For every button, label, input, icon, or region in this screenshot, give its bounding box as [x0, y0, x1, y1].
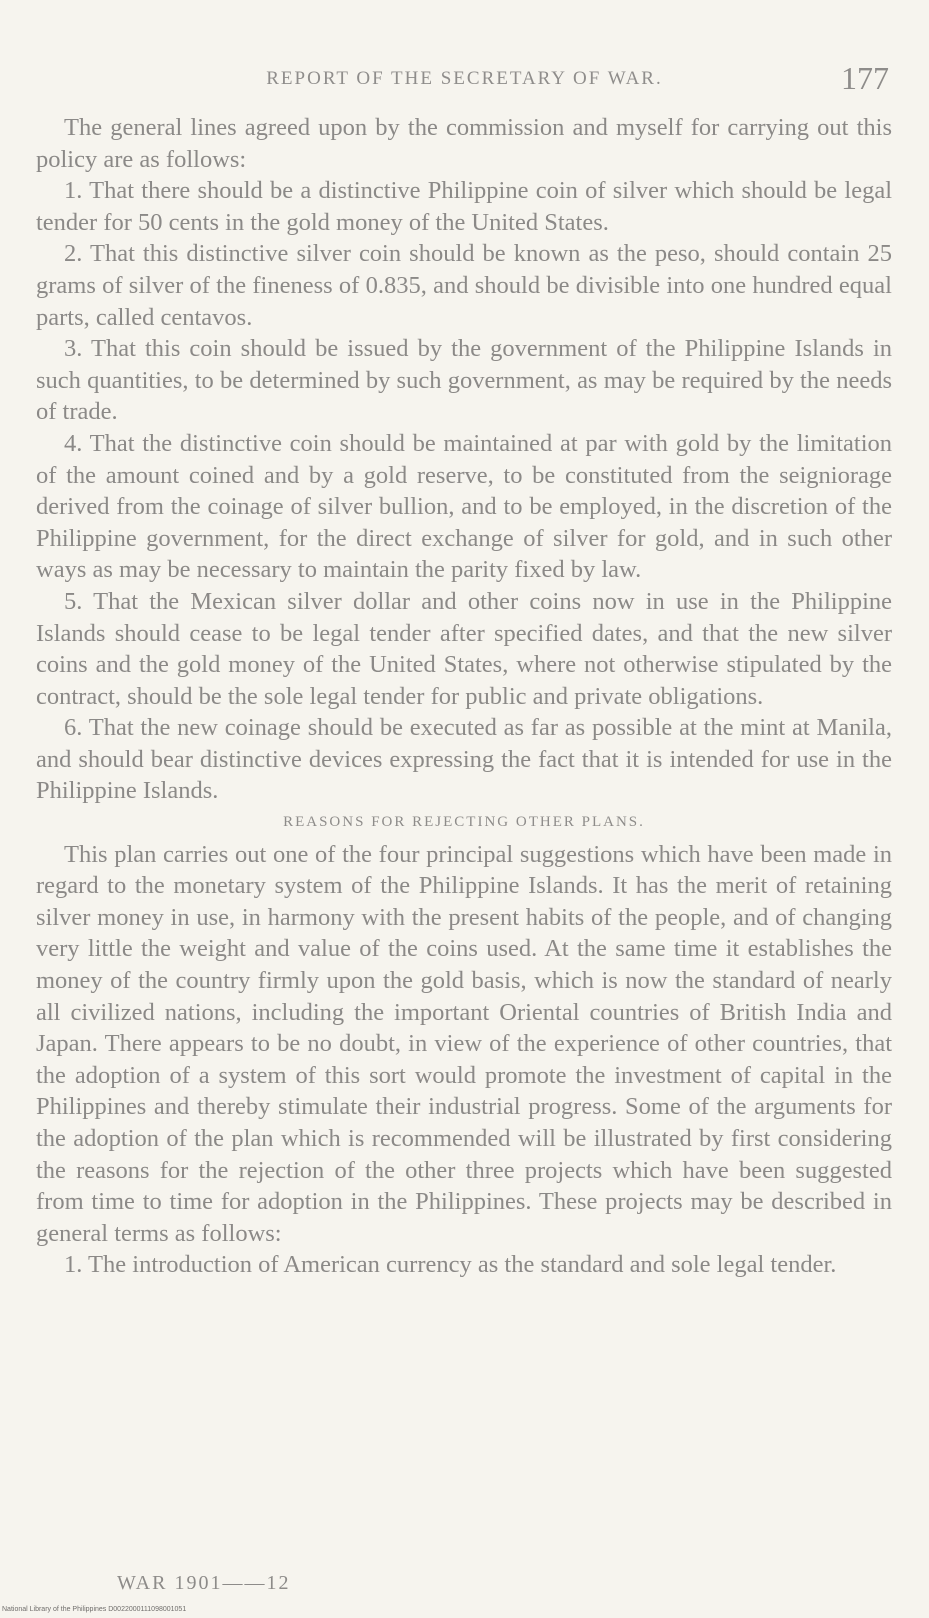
body-text — [36, 112, 892, 1281]
list-item: 2. That this distinctive silver coin should be known as the peso, should contain 25 grams of silver of the fineness of 0.835, and should be divisible into one hundred equal parts, called centavos. — [36, 240, 892, 331]
list-item: 1. That there should be a distinctive Philippine coin of silver which should be legal tender for 50 cents in the gold money of the United States. — [36, 177, 892, 236]
list-item: 4. That the distinctive coin should be maintained at par with gold by the limitation of the amount coined and by a gold reserve, to be constituted from the seigniorage derived from the coinage of silver bullion, and to be employed, in the discretion of the Philippine government, for the direct exchange of silver for gold, and in such other ways as may be necessary to maintain the parity fixed by law. — [36, 429, 892, 584]
list-item: 6. That the new coinage should be executed as far as possible at the mint at Manila, and should bear distinctive devices expressing the fact that it is intended for use in the Philippine Islands. — [36, 714, 892, 805]
list-item: 1. The introduction of American currency as the standard and sole legal tender. — [64, 1251, 837, 1279]
list-item: 3. That this coin should be issued by the government of the Philippine Islands in such quantities, to be determined by such government, as may be required by the needs of trade. — [36, 335, 892, 426]
list-item: 5. That the Mexican silver dollar and other coins now in use in the Philippine Islands should cease to be legal tender after specified dates, and that the new silver coins and the gold money of the United States, where not otherwise stipulated by the contract, should be the sole legal tender for public and private obligations. — [36, 587, 892, 710]
running-head — [0, 60, 929, 100]
signature-line: WAR 1901——12 — [117, 1572, 291, 1594]
intro-paragraph: The general lines agreed upon by the commission and myself for carrying out this policy are as follows: — [36, 114, 892, 173]
section-heading: REASONS FOR REJECTING OTHER PLANS. — [283, 814, 645, 831]
page-number: 177 — [841, 60, 889, 96]
running-title: REPORT OF THE SECRETARY OF WAR. — [266, 68, 663, 89]
archive-footer-note: National Library of the Philippines D0022000111098001051 — [2, 1606, 187, 1613]
reasons-paragraph: This plan carries out one of the four principal suggestions which have been made in regard to the monetary system of the Philippine Islands. It has the merit of retaining silver money in use, in harmony with the present habits of the people, and of changing very little the weight and value of the coins used. At the same time it establishes the money of the country firmly upon the gold basis, which is now the standard of nearly all civilized nations, including the important Oriental countries of British India and Japan. There appears to be no doubt, in view of the experience of other countries, that the adoption of a system of this sort would promote the investment of capital in the Philippines and thereby stimulate their industrial progress. Some of the arguments for the adoption of the plan which is recommended will be illustrated by first considering the reasons for the rejection of the other three projects which have been suggested from time to time for adoption in the Philippines. These projects may be described in general terms as follows: — [36, 840, 892, 1247]
